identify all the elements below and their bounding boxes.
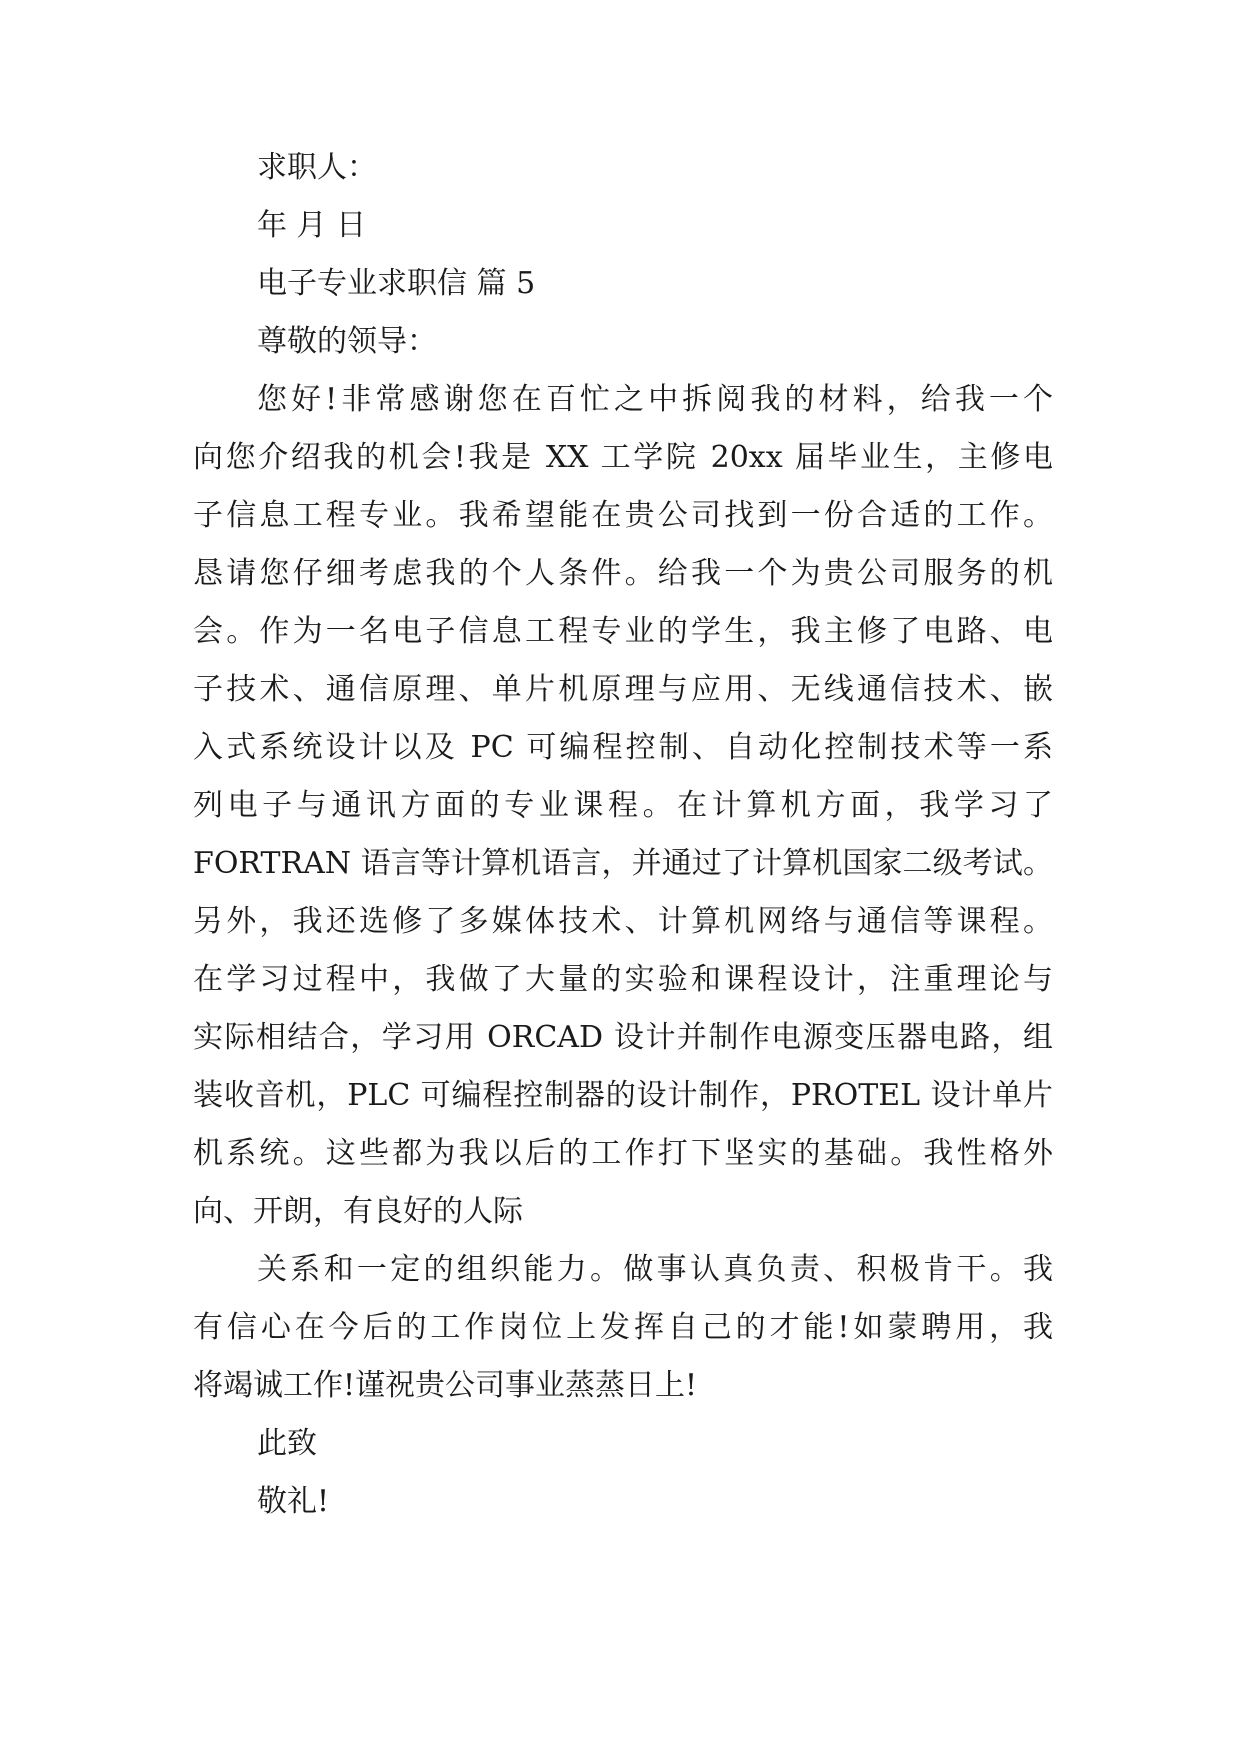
paragraph-line: 另外，我还选修了多媒体技术、计算机网络与通信等课程。 bbox=[193, 904, 1053, 939]
closing-line-2: 敬礼! bbox=[257, 1484, 330, 1519]
paragraph-line: 实际相结合，学习用 ORCAD 设计并制作电源变压器电路，组 bbox=[193, 1020, 1053, 1055]
paragraph-line: 您好!非常感谢您在百忙之中拆阅我的材料，给我一个 bbox=[257, 382, 1053, 417]
paragraph-line: 向您介绍我的机会!我是 XX 工学院 20xx 届毕业生，主修电 bbox=[193, 440, 1053, 475]
paragraph-line: 向、开朗，有良好的人际 bbox=[193, 1194, 523, 1229]
paragraph-line: 机系统。这些都为我以后的工作打下坚实的基础。我性格外 bbox=[193, 1136, 1053, 1171]
paragraph-line: 将竭诚工作!谨祝贵公司事业蒸蒸日上! bbox=[193, 1368, 698, 1403]
paragraph-line: 关系和一定的组织能力。做事认真负责、积极肯干。我 bbox=[257, 1252, 1053, 1287]
salutation: 尊敬的领导： bbox=[257, 324, 437, 359]
paragraph-line: FORTRAN 语言等计算机语言，并通过了计算机国家二级考试。 bbox=[193, 846, 1053, 881]
paragraph-line: 子技术、通信原理、单片机原理与应用、无线通信技术、嵌 bbox=[193, 672, 1053, 707]
paragraph-line: 装收音机，PLC 可编程控制器的设计制作，PROTEL 设计单片 bbox=[193, 1078, 1053, 1113]
applicant-line: 求职人： bbox=[257, 150, 377, 185]
paragraph-line: 有信心在今后的工作岗位上发挥自己的才能!如蒙聘用，我 bbox=[193, 1310, 1053, 1345]
paragraph-line: 入式系统设计以及 PC 可编程控制、自动化控制技术等一系 bbox=[193, 730, 1053, 765]
closing-line-1: 此致 bbox=[257, 1426, 317, 1461]
paragraph-line: 在学习过程中，我做了大量的实验和课程设计，注重理论与 bbox=[193, 962, 1053, 997]
paragraph-line: 子信息工程专业。我希望能在贵公司找到一份合适的工作。 bbox=[193, 498, 1053, 533]
date-line: 年 月 日 bbox=[257, 208, 367, 243]
paragraph-line: 会。作为一名电子信息工程专业的学生，我主修了电路、电 bbox=[193, 614, 1053, 649]
letter-title: 电子专业求职信 篇 5 bbox=[257, 266, 536, 301]
paragraph-line: 列电子与通讯方面的专业课程。在计算机方面，我学习了 bbox=[193, 788, 1053, 823]
paragraph-line: 恳请您仔细考虑我的个人条件。给我一个为贵公司服务的机 bbox=[193, 556, 1053, 591]
